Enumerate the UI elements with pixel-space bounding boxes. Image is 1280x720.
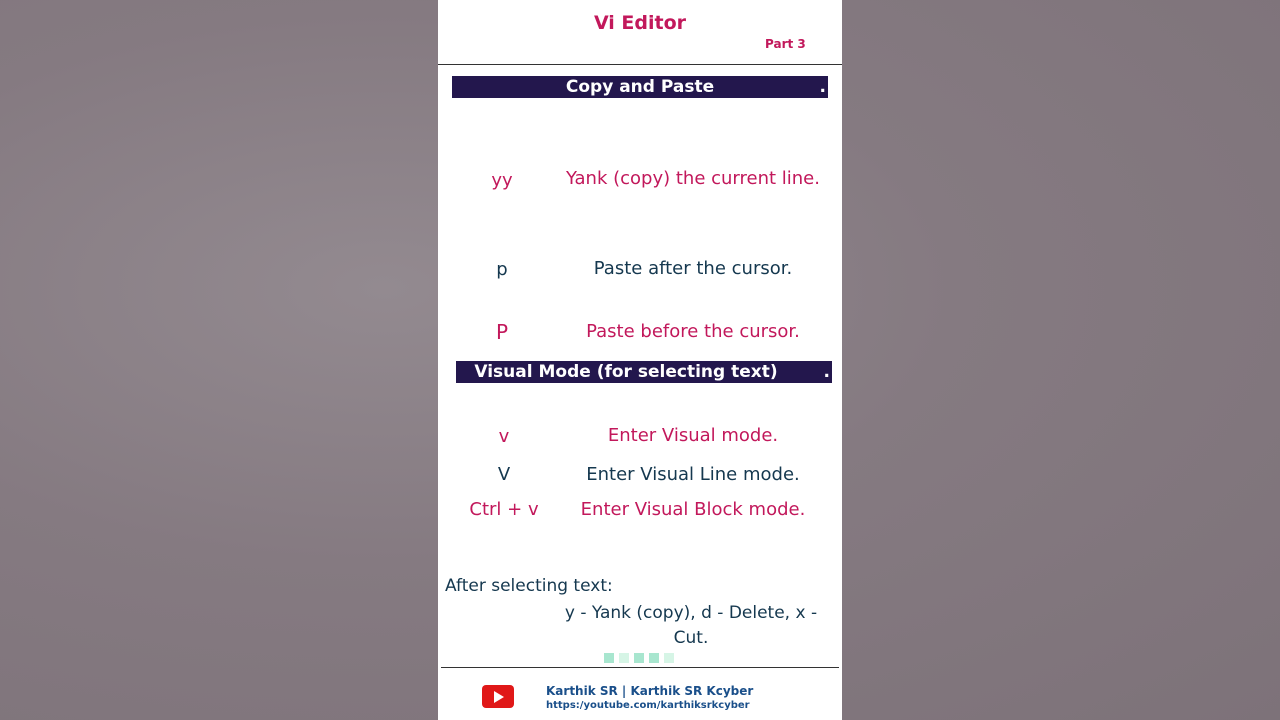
footer-divider bbox=[441, 667, 839, 668]
part-label: Part 3 bbox=[765, 37, 806, 51]
banner-dot: . bbox=[823, 362, 830, 382]
dot bbox=[634, 653, 644, 663]
command-description: Paste after the cursor. bbox=[593, 258, 793, 279]
channel-url[interactable]: https:/youtube.com/karthiksrkcyber bbox=[546, 700, 750, 711]
command-description: Enter Visual Block mode. bbox=[580, 499, 806, 520]
after-selection-label: After selecting text: bbox=[445, 576, 613, 596]
section-banner-copy-paste bbox=[452, 76, 828, 98]
section-heading: Visual Mode (for selecting text) bbox=[474, 362, 778, 382]
dot bbox=[649, 653, 659, 663]
command-key: P bbox=[495, 320, 509, 344]
command-key: V bbox=[497, 464, 511, 485]
header-divider bbox=[438, 64, 842, 65]
command-description: Enter Visual mode. bbox=[607, 425, 779, 446]
command-key: yy bbox=[491, 170, 513, 191]
command-key: p bbox=[496, 259, 508, 280]
banner-dot: . bbox=[819, 77, 826, 97]
content-card bbox=[438, 0, 842, 720]
command-description: Yank (copy) the current line. bbox=[566, 168, 820, 189]
decorative-dots bbox=[604, 653, 674, 663]
youtube-icon[interactable] bbox=[482, 685, 514, 708]
page-title: Vi Editor bbox=[593, 12, 687, 34]
dot bbox=[664, 653, 674, 663]
section-banner-visual-mode bbox=[456, 361, 832, 383]
section-heading: Copy and Paste bbox=[565, 77, 715, 97]
after-selection-text: y - Yank (copy), d - Delete, x - Cut. bbox=[564, 603, 818, 648]
command-description: Enter Visual Line mode. bbox=[586, 464, 800, 485]
channel-author: Karthik SR | Karthik SR Kcyber bbox=[546, 684, 754, 698]
dot bbox=[619, 653, 629, 663]
dot bbox=[604, 653, 614, 663]
command-key: Ctrl + v bbox=[469, 499, 539, 520]
command-description: Paste before the cursor. bbox=[586, 321, 800, 342]
command-key: v bbox=[498, 426, 510, 447]
